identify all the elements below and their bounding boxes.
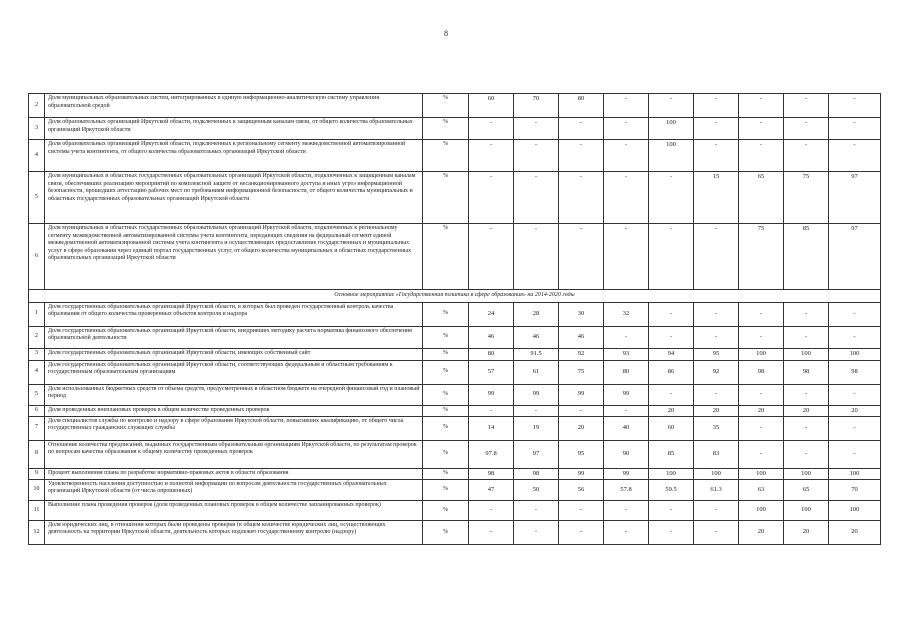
value-cell: 100 [784,500,829,520]
value-cell: - [604,405,649,416]
value-cell: 20 [784,520,829,544]
indicator-description: Доля государственных образовательных организаций Иркутской области, в которых был проведен государственный контроль качества образования от общего количества проверенных объектов контроля и надзора [45,302,423,326]
value-cell: 99 [604,384,649,405]
value-cell: - [514,118,559,140]
value-cell: - [739,384,784,405]
table-row [29,140,881,172]
indicator-description: Доля использованных бюджетных средств от объема средств, предусмотренных в областном бюджете на очередной финансовый год и плановый период [45,384,423,405]
value-cell: 56 [559,479,604,500]
value-cell: 80 [469,348,514,360]
value-cell: 83 [694,440,739,468]
value-cell: 40 [604,416,649,440]
unit-cell: % [423,468,469,479]
indicator-description: Доля государственных образовательных организаций Иркутской области, соответствующих федеральным и областным требованиям к государственным образовательным организациям [45,360,423,384]
value-cell: - [604,500,649,520]
value-cell: - [784,384,829,405]
value-cell: 98 [784,360,829,384]
indicator-description: Доля специалистов службы по контролю и надзору в сфере образования Иркутской области, повысивших квалификацию, от общего числа государственных гражданских служащих службы [45,416,423,440]
value-cell: 99 [559,384,604,405]
value-cell: 91.5 [514,348,559,360]
row-number: 3 [29,118,45,140]
value-cell: 100 [784,348,829,360]
row-number: 11 [29,500,45,520]
table-row [29,440,881,468]
value-cell: - [559,140,604,172]
value-cell: 97 [829,224,881,290]
table-row [29,405,881,416]
value-cell: - [559,520,604,544]
value-cell: 28 [514,302,559,326]
value-cell: - [829,302,881,326]
value-cell: 65 [784,479,829,500]
value-cell: - [784,440,829,468]
value-cell: 57 [469,360,514,384]
row-number: 2 [29,326,45,348]
value-cell: - [694,94,739,118]
value-cell: 80 [604,360,649,384]
row-number: 2 [29,94,45,118]
value-cell: 46 [514,326,559,348]
value-cell: - [694,140,739,172]
value-cell: - [694,224,739,290]
value-cell: - [514,520,559,544]
value-cell: - [469,520,514,544]
value-cell: - [604,118,649,140]
value-cell: 61.3 [694,479,739,500]
section-title: Основное мероприятие «Государственная политика в сфере образования» на 2014-2020 годы [29,290,881,303]
row-number: 5 [29,172,45,224]
value-cell: - [469,140,514,172]
value-cell: - [649,224,694,290]
value-cell: - [829,140,881,172]
unit-cell: % [423,360,469,384]
value-cell: 60 [649,416,694,440]
indicator-description: Доля образовательных организаций Иркутской области, подключенных к защищенным каналам связи, от общего количества образовательных организаций Иркутской области [45,118,423,140]
value-cell: 92 [559,348,604,360]
value-cell: 99 [469,384,514,405]
value-cell: 19 [514,416,559,440]
value-cell: 32 [604,302,649,326]
value-cell: - [739,440,784,468]
unit-cell: % [423,384,469,405]
value-cell: - [604,140,649,172]
value-cell: 85 [649,440,694,468]
value-cell: - [604,520,649,544]
value-cell: - [559,224,604,290]
table-row [29,479,881,500]
value-cell: 85 [784,224,829,290]
value-cell: 100 [739,348,784,360]
unit-cell: % [423,405,469,416]
table-row [29,94,881,118]
unit-cell: % [423,479,469,500]
value-cell: - [514,172,559,224]
indicator-description: Доля государственных образовательных организаций Иркутской области, имеющих собственный сайт [45,348,423,360]
value-cell: - [829,326,881,348]
value-cell: - [829,440,881,468]
value-cell: - [559,405,604,416]
indicator-description: Доля государственных образовательных организаций Иркутской области, внедривших методику расчета норматива финансового обеспечения образовательной деятельности [45,326,423,348]
indicator-description: Отношение количества предписаний, выданных государственным образовательным организациям Иркутской области, по результатам проверок по вопросам качества образования к общему количеству проведенных проверок [45,440,423,468]
value-cell: - [694,118,739,140]
value-cell: 65 [739,172,784,224]
table-row [29,326,881,348]
value-cell: 20 [559,416,604,440]
row-number: 5 [29,384,45,405]
value-cell: - [649,326,694,348]
unit-cell: % [423,440,469,468]
value-cell: - [739,302,784,326]
table-row [29,520,881,544]
row-number: 6 [29,224,45,290]
value-cell: 95 [559,440,604,468]
value-cell: 100 [784,468,829,479]
value-cell: - [739,118,784,140]
value-cell: 100 [649,140,694,172]
table-row [29,360,881,384]
value-cell: - [694,520,739,544]
value-cell: 93 [604,348,649,360]
row-number: 4 [29,360,45,384]
indicator-description: Доля образовательных организаций Иркутской области, подключенных к региональному сегменту межведомственной автоматизированной системы учета контингента, от общего количества образовательных организаций Иркутской области [45,140,423,172]
value-cell: 100 [739,468,784,479]
value-cell: - [739,326,784,348]
value-cell: 100 [829,500,881,520]
value-cell: 99 [604,468,649,479]
value-cell: - [694,326,739,348]
row-number: 1 [29,302,45,326]
value-cell: 95 [694,348,739,360]
value-cell: - [604,94,649,118]
value-cell: - [829,94,881,118]
value-cell: 46 [559,326,604,348]
value-cell: 80 [559,94,604,118]
value-cell: - [649,500,694,520]
value-cell: - [829,384,881,405]
table-row [29,118,881,140]
value-cell: - [784,94,829,118]
unit-cell: % [423,94,469,118]
value-cell: 98 [514,468,559,479]
value-cell: 46 [469,326,514,348]
indicator-description: Выполнение плана проведения проверок (доля проведенных плановых проверок в общем количестве запланированных проверок) [45,500,423,520]
value-cell: - [514,224,559,290]
value-cell: 100 [829,468,881,479]
value-cell: - [514,500,559,520]
page-number: 8 [444,29,448,38]
table-row [29,224,881,290]
table-row [29,468,881,479]
table-row [29,348,881,360]
unit-cell: % [423,326,469,348]
value-cell: - [694,500,739,520]
value-cell: 35 [694,416,739,440]
table-row [29,416,881,440]
value-cell: 97 [514,440,559,468]
value-cell: 97.8 [469,440,514,468]
value-cell: 20 [784,405,829,416]
value-cell: 20 [829,405,881,416]
row-number: 10 [29,479,45,500]
value-cell: - [739,416,784,440]
unit-cell: % [423,348,469,360]
indicator-table [28,93,881,545]
value-cell: 14 [469,416,514,440]
value-cell: - [469,118,514,140]
value-cell: - [469,224,514,290]
value-cell: - [784,302,829,326]
value-cell: - [649,94,694,118]
value-cell: 86 [649,360,694,384]
row-number: 8 [29,440,45,468]
unit-cell: % [423,416,469,440]
row-number: 9 [29,468,45,479]
value-cell: 99 [514,384,559,405]
value-cell: - [784,118,829,140]
value-cell: - [559,118,604,140]
value-cell: - [694,302,739,326]
indicator-description: Доля муниципальных и областных государственных образовательных организаций Иркутской области, подключенных к региональному сегменту межведомственной автоматизированной системы учета контингента, передающих сведения на федеральный сегмент единой межведомственной автоматизированной системы учета контингента и осуществляющих предоставление государственных и муниципальных услуг в сфере образования через единый портал государственных услуг, от общего количества муниципальных и областных государственных образовательных организаций Иркутской области [45,224,423,290]
unit-cell: % [423,172,469,224]
value-cell: 98 [469,468,514,479]
value-cell: 92 [694,360,739,384]
value-cell: - [604,326,649,348]
value-cell: 30 [559,302,604,326]
value-cell: 59.5 [649,479,694,500]
value-cell: 20 [739,405,784,416]
row-number: 4 [29,140,45,172]
value-cell: - [469,500,514,520]
value-cell: 70 [829,479,881,500]
unit-cell: % [423,224,469,290]
value-cell: - [739,94,784,118]
value-cell: - [649,302,694,326]
value-cell: 100 [829,348,881,360]
value-cell: - [694,384,739,405]
value-cell: 61 [514,360,559,384]
value-cell: 20 [694,405,739,416]
value-cell: 100 [694,468,739,479]
value-cell: 90 [604,440,649,468]
value-cell: - [604,172,649,224]
value-cell: 63 [739,479,784,500]
value-cell: - [649,384,694,405]
value-cell: 98 [739,360,784,384]
table-row [29,302,881,326]
value-cell: - [604,224,649,290]
value-cell: 20 [739,520,784,544]
unit-cell: % [423,118,469,140]
value-cell: 100 [649,118,694,140]
unit-cell: % [423,140,469,172]
value-cell: 100 [739,500,784,520]
row-number: 3 [29,348,45,360]
value-cell: 60 [469,94,514,118]
value-cell: 15 [694,172,739,224]
table-row [29,172,881,224]
value-cell: - [649,172,694,224]
value-cell: - [559,500,604,520]
value-cell: - [469,405,514,416]
value-cell: - [784,140,829,172]
value-cell: 47 [469,479,514,500]
value-cell: 20 [829,520,881,544]
value-cell: - [514,405,559,416]
value-cell: - [559,172,604,224]
indicator-description: Процент выполнения плана по разработке нормативно-правовых актов в области образования [45,468,423,479]
value-cell: - [829,118,881,140]
value-cell: 94 [649,348,694,360]
value-cell: 57.8 [604,479,649,500]
indicator-description: Доля юридических лиц, в отношении которых были проведены проверки (в общем количестве юридических лиц, осуществляющих деятельность на территории Иркутской области, деятельность которых подлежит государственному контролю (надзору) [45,520,423,544]
value-cell: - [829,416,881,440]
indicator-description: Удовлетворенность населения доступностью и полнотой информации по вопросам деятельности государственных образовательных организаций Иркутской области (от числа опрошенных) [45,479,423,500]
section-header-row [29,290,881,303]
value-cell: - [469,172,514,224]
table-row [29,384,881,405]
value-cell: 97 [829,172,881,224]
value-cell: - [514,140,559,172]
value-cell: 20 [649,405,694,416]
unit-cell: % [423,500,469,520]
value-cell: - [649,520,694,544]
value-cell: 99 [559,468,604,479]
row-number: 6 [29,405,45,416]
indicator-description: Доля муниципальных образовательных систем, интегрированных в единую информационно-аналитическую систему управления образовательной средой [45,94,423,118]
unit-cell: % [423,302,469,326]
row-number: 12 [29,520,45,544]
indicator-description: Доля проведенных внеплановых проверок в общем количестве проведенных проверок [45,405,423,416]
table-row [29,500,881,520]
value-cell: 75 [784,172,829,224]
value-cell: - [784,326,829,348]
value-cell: 50 [514,479,559,500]
value-cell: 98 [829,360,881,384]
value-cell: - [739,140,784,172]
value-cell: 75 [739,224,784,290]
value-cell: 70 [514,94,559,118]
row-number: 7 [29,416,45,440]
indicator-description: Доля муниципальных и областных государственных образовательных организаций Иркутской области, подключенных к защищенным каналам связи, обеспечивших реализацию мероприятий по комплексной защите от несанкционированного доступа и иных угроз информационной безопасности, прошедших аттестацию рабочих мест по требованиям информационной безопасности, от общего количества муниципальных и областных государственных образовательных организаций Иркутской области [45,172,423,224]
value-cell: 24 [469,302,514,326]
value-cell: 75 [559,360,604,384]
value-cell: 100 [649,468,694,479]
unit-cell: % [423,520,469,544]
value-cell: - [784,416,829,440]
